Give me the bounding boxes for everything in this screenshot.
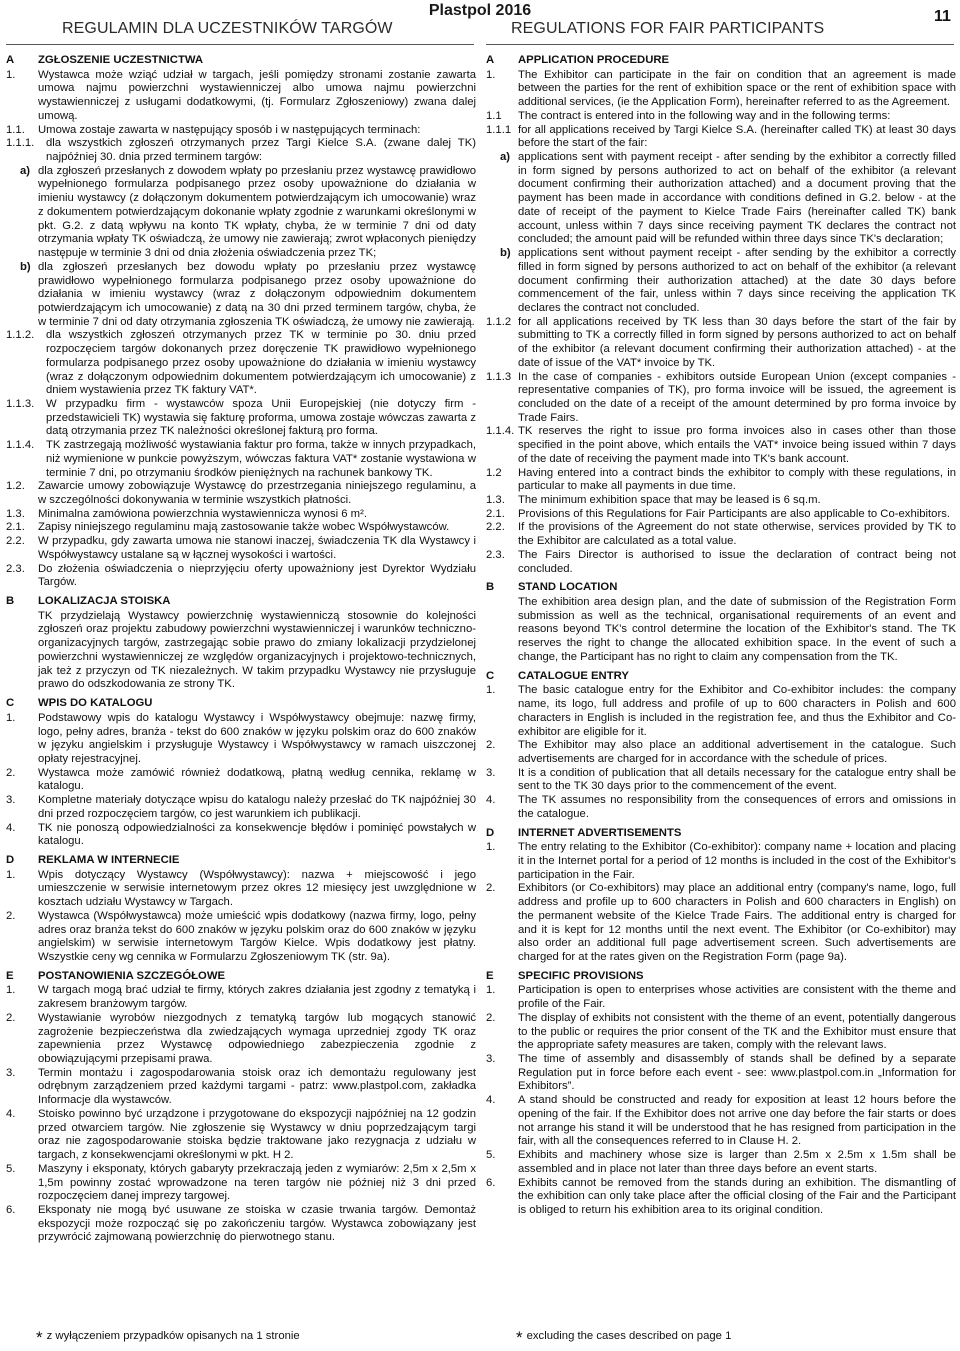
polish-column-heading: REGULAMIN DLA UCZESTNIKÓW TARGÓW (62, 20, 393, 37)
section-letter: D (486, 826, 495, 839)
clause (486, 124, 956, 151)
clause-number: 2.3. (486, 548, 505, 561)
clause-text: The Fairs Director is authorised to issue the declaration of contract being not concluded. (518, 548, 956, 575)
clause (486, 371, 956, 426)
clause-text: Eksponaty nie mogą być usuwane ze stoiska w czasie trwania targów. Demontaż ekspozycji może rozpocząć się po zakończeniu targów. Wystawca zobowiązany jest przywrócić zajmowaną powierzchnię do pierwotnego stanu. (38, 1203, 476, 1244)
english-column-heading: REGULATIONS FOR FAIR PARTICIPANTS (511, 20, 825, 37)
clause-number: 2. (486, 1011, 496, 1024)
clause-number: 1. (6, 868, 16, 881)
footnote-asterisk: * (516, 1328, 523, 1347)
english-regulations-column (486, 54, 956, 1218)
clause (6, 1163, 476, 1204)
polish-footnote-text: z wyłączeniem przypadków opisanych na 1 stronie (46, 1330, 300, 1342)
section-heading (486, 581, 956, 595)
clause-number: 2. (6, 909, 16, 922)
clause-number: b) (20, 260, 31, 273)
clause-text: Zapisy niniejszego regulaminu mają zastosowanie także wobec Współwystawców. (38, 521, 450, 534)
section-title: WPIS DO KATALOGU (38, 697, 153, 710)
clause-text: The Exhibitor can participate in the fair on condition that an agreement is made between the parties for the rent of exhibition space or the rent of exhibition space with additional services, (ie the Application Form), hereinafter referred to as the Agreement. (518, 68, 956, 109)
clause-text: Wystawianie wyrobów niezgodnych z tematyką targów lub mogących stanowić zagrożenie bezpieczeństwa dla zwiedzających wymaga uprzedniej zgody TK oraz zapewnienia przez Wystawcę odpowiedniego zabezpieczenia zgodnie z obowiązującymi przepisami prawa. (38, 1011, 476, 1066)
clause-number: 1.1.4. (486, 425, 515, 438)
clause-text: The minimum exhibition space that may be leased is 6 sq.m. (518, 494, 821, 506)
clause-number: 2. (486, 739, 496, 752)
clause (486, 69, 956, 110)
clause-text: Kompletne materiały dotyczące wpisu do katalogu należy przesłać do TK najpóźniej 30 dni przed rozpoczęciem targów, co jest warunkiem ich publikacji. (38, 794, 476, 820)
clause-text: Termin montażu i zagospodarowania stoisk oraz ich demontażu regulowany jest odrębnym zarządzeniem przed każdymi targami - patrz: www.plastpol.com, zakładka Informacje dla wystawców. (38, 1066, 476, 1107)
clause (6, 1067, 476, 1108)
clause (486, 739, 956, 766)
clause-number: 2.1. (486, 507, 505, 520)
clause (486, 1012, 956, 1053)
clause-number: b) (500, 247, 511, 260)
clause-number: 1.3. (486, 494, 505, 506)
clause-text: Wpis dotyczący Wystawcy (Współwystawcy): nazwa + miejscowość i jego umieszczenie w serwisie internetowym przez okres 12 miesięcy jest uwzględnione w kosztach udziału Wystawcy w Targach. (38, 868, 476, 909)
clause-number: 1.1.2 (486, 315, 512, 328)
clause-text: TK nie ponoszą odpowiedzialności za konsekwencje błędów i pominięć powstałych w katalogu. (38, 821, 476, 848)
clause-text: dla wszystkich zgłoszeń otrzymanych przez Targi Kielce S.A. (zwane dalej TK) najpóźniej 30. dnia przed terminem targów: (46, 137, 476, 164)
clause-number: 1.1.3 (486, 370, 512, 383)
clause-text: Wystawca może wziąć udział w targach, jeśli pomiędzy stronami zostanie zawarta umowa najmu powierzchni wystawienniczej albo umowa najmu powierzchni wystawienniczej z usługami dodatkowymi, (tj. Formularz Zgłoszeniowy) zwana dalej umową. (38, 68, 476, 122)
clause (6, 794, 476, 821)
clause-text: dla zgłoszeń przesłanych bez dowodu wpłaty po przesłaniu przez wystawcę prawidłowo wypełnionego formularza podpisanego przez osoby upoważnione do działania w imieniu wystawcy (wraz z dołączonym odpowiednim dokumentem potwierdzającym ich umocowanie) z datą na 30 dni przed terminem targów, chyba, że w terminie 7 dni od daty otrzymania zgłoszenia TK oświadczą, że umowy nie zawierają. (38, 260, 476, 328)
clause-text: Wystawca może zamówić również dodatkową, płatną według cennika, reklamę w katalogu. (38, 766, 476, 793)
section-letter: E (486, 969, 494, 982)
clause (486, 494, 956, 508)
clause-text: The exhibition area design plan, and the date of submission of the Registration Form submission as well as the technical, organisational requirements of an event and reasons beyond TK's control determine the location of the Exhibitor's stand. The TK reserves the right to change the allocated exhibition space. In the event of such a change, the Participant has no right to claim any compensation from the TK. (518, 596, 956, 663)
sub-clause (6, 261, 476, 330)
clause (6, 137, 476, 164)
clause (6, 1012, 476, 1067)
footnote-asterisk: * (36, 1328, 43, 1347)
clause-number: 1. (6, 984, 16, 997)
polish-footnote (36, 1328, 300, 1348)
section-heading (486, 670, 956, 684)
clause-text: In the case of companies - exhibitors outside European Union (except companies - representative companies of TK), pro forma invoice will be issued, the agreement is concluded on the date of a receipt of the amount determined by pro forma invoice by Trade Fairs. (518, 370, 956, 424)
clause (486, 794, 956, 821)
clause-text: Having entered into a contract binds the exhibitor to comply with these regulations, in particular to make all payments in due time. (518, 466, 956, 493)
clause-number: 6. (6, 1203, 16, 1216)
section-letter: B (486, 581, 495, 594)
clause (6, 1108, 476, 1163)
clause (6, 712, 476, 767)
clause-number: 6. (486, 1176, 496, 1189)
clause-number: 4. (6, 1107, 16, 1120)
section-heading (6, 854, 476, 868)
clause-number: 1. (6, 68, 16, 81)
clause-number (486, 596, 518, 665)
section-letter: A (6, 54, 15, 66)
clause-number: 4. (486, 1094, 496, 1107)
clause-text: The contract is entered into in the following way and in the following terms: (518, 109, 891, 122)
section-title: LOKALIZACJA STOISKA (38, 595, 171, 608)
document-title: Plastpol 2016 (428, 2, 532, 19)
section-title: SPECIFIC PROVISIONS (518, 969, 644, 982)
section-letter: E (6, 969, 14, 982)
clause (486, 596, 956, 665)
clause-text: The TK assumes no responsibility from the consequences of errors and omissions in the catalogue. (518, 794, 956, 820)
english-heading-rule (486, 44, 954, 45)
section-title: INTERNET ADVERTISEMENTS (518, 826, 682, 839)
section-heading (6, 697, 476, 711)
section-heading (6, 970, 476, 984)
clause-number: 2. (6, 1011, 16, 1024)
clause-number: 1. (6, 711, 16, 724)
clause-text: Stoisko powinno być urządzone i przygotowane do ekspozycji najpóźniej na 12 godzin przed otwarciem targów. Nie zgłoszenie się Wystawcy w dniu poprzedzającym targi oraz nie zagospodarowanie stoiska będzie traktowane jako rezygnacja z udziału w targach, z konsekwencjami określonymi w pkt. H 2. (38, 1107, 476, 1162)
clause (6, 1204, 476, 1245)
clause-text: Exhibitors (or Co-exhibitors) may place an additional entry (company's name, logo, full address and profile up to 600 characters in Polish and 600 characters in English) on the permanent website of the Kielce Trade Fairs. The additional entry is charged for and it is kept for 12 months until the next event. The Exhibitor (or Co-exhibitor) may also order an additional full page advertisement screen. Such advertisements are charged for at the rates given on the Registration Form (page 9a). (518, 882, 956, 963)
clause-number: 4. (486, 794, 496, 807)
section-title: POSTANOWIENIA SZCZEGÓŁOWE (38, 969, 226, 982)
clause (486, 984, 956, 1011)
clause (6, 69, 476, 124)
clause-number (6, 610, 38, 692)
section-title: STAND LOCATION (518, 581, 618, 594)
clause-text: Zawarcie umowy zobowiązuje Wystawcę do przestrzegania niniejszego regulaminu, a w szczególności dokonywania w terminie wszystkich płatności. (38, 480, 476, 506)
clause-text: applications sent without payment receipt - after sending by the exhibitor a correctly filled in form signed by persons authorized to act on behalf of the exhibitor (a relevant document confirming their authorization attached) at the date 30 days before commencement of the fair, unless within 7 days since receiving the application TK declares the contract not concluded. (518, 247, 956, 314)
clause-number: 2. (6, 766, 16, 779)
section-title: APPLICATION PROCEDURE (518, 54, 670, 66)
clause (486, 1177, 956, 1218)
clause-number: 1. (486, 841, 496, 854)
clause-number: 2.1. (6, 521, 25, 534)
clause-number: 2.2. (6, 535, 25, 548)
clause-number: 1.2. (6, 480, 25, 493)
clause (6, 124, 476, 138)
clause-text: Maszyny i eksponaty, których gabaryty przekraczają jeden z wymiarów: 2,5m x 2,5m x 1,5m powinny zostać wprowadzone na teren targów nie później niż 3 dni przed rozpoczęciem danej imprezy targowej. (38, 1162, 476, 1203)
section-title: REKLAMA W INTERNECIE (38, 853, 180, 866)
section-heading (486, 970, 956, 984)
clause (486, 521, 956, 548)
clause-text: Minimalna zamówiona powierzchnia wystawiennicza wynosi 6 m². (38, 507, 367, 520)
clause-text: TK przydzielają Wystawcy powierzchnię wystawienniczą stosownie do kolejności zgłoszeń oraz projektu zabudowy powierzchni wystawienniczej i warunków techniczno-organizacyjnych targów, zastrzegając sobie prawo do zmiany lokalizacji przydzielonej powierzchni wystawienniczej ze względów organizacyjnych i projektowo-technicznych, jak też z przyczyn od TK niezależnych. W takim przypadku Wystawcy nie przysługuje prawo do odszkodowania ze strony TK. (38, 609, 476, 691)
clause (486, 684, 956, 739)
clause-text: dla wszystkich zgłoszeń otrzymanych przez TK w terminie po 30. dniu przed rozpoczęciem targów dokonanych przez doręczenie TK prawidłowo wypełnionego formularza podpisanego przez osoby upoważnione do działania w imieniu wystawcy (wraz z dołączonym odpowiednim dokumentem potwierdzającym ich umocowanie) z dniem wystawienia przez TK faktury VAT*. (46, 329, 476, 397)
clause-text: W przypadku, gdy zawarta umowa nie stanowi inaczej, świadczenia TK dla Wystawcy i Współwystawcy ustalane są w łącznej wysokości i wartości. (38, 535, 476, 561)
clause-number: 5. (6, 1162, 16, 1175)
clause-text: The entry relating to the Exhibitor (Co-exhibitor): company name + location and placing it in the Internet portal for a period of 12 months is included in the cost of the Exhibitor's participation in the Fair. (518, 841, 956, 881)
clause-text: Wystawca (Współwystawca) może umieścić wpis dodatkowy (nazwa firmy, logo, pełny adres oraz branża tekst do 600 znaków w języku polskim oraz do 600 znaków w języku angielskim) w serwisie internetowym Targów Kielce. Wpis dodatkowy jest płatny. Wszystkie ceny wg cennika w Formularzu Zgłoszeniowym TK (str. 9a). (38, 909, 476, 963)
clause-number: 1.1.3. (6, 397, 35, 410)
clause (486, 549, 956, 576)
clause-number: a) (500, 151, 511, 164)
clause-number: 1. (486, 684, 496, 697)
sub-clause (486, 247, 956, 316)
clause (6, 822, 476, 849)
clause (6, 521, 476, 535)
clause-number: 1.1.2. (6, 329, 35, 342)
section-title: CATALOGUE ENTRY (518, 669, 629, 682)
section-heading (486, 54, 956, 68)
english-footnote-text: excluding the cases described on page 1 (526, 1330, 732, 1342)
clause (486, 508, 956, 522)
clause (6, 767, 476, 794)
clause-number: 1.1.1. (6, 137, 35, 150)
clause (6, 984, 476, 1011)
page-number: 11 (934, 8, 951, 25)
clause (6, 508, 476, 522)
section-heading (6, 595, 476, 609)
clause-text: The Exhibitor may also place an additional advertisement in the catalogue. Such advertisements are charged for in accordance with the schedule of prices. (518, 739, 956, 765)
clause (6, 910, 476, 965)
sub-clause (6, 165, 476, 261)
polish-regulations-column (6, 54, 476, 1245)
clause-text: Do złożenia oświadczenia o nieprzyjęciu oferty upoważniony jest Dyrektor Wydziału Targów. (38, 562, 476, 589)
clause-text: TK reserves the right to issue pro forma invoices also in cases other than those specified in the point above, which entails the VAT* invoice being issued within 7 days of the date of receiving the payment made into TK's bank account. (518, 425, 956, 465)
clause (6, 535, 476, 562)
clause-number: 4. (6, 821, 16, 834)
clause-number: a) (20, 164, 31, 177)
section-letter: A (486, 54, 495, 66)
clause-text: Provisions of this Regulations for Fair Participants are also applicable to Co-exhibitors. (518, 507, 950, 520)
clause-text: Participation is open to enterprises whose activities are consistent with the theme and profile of the Fair. (518, 984, 956, 1011)
clause-number: 1.2 (486, 466, 502, 479)
clause-number: 1. (486, 68, 496, 81)
english-footnote (516, 1328, 731, 1348)
clause (486, 1094, 956, 1149)
clause (6, 563, 476, 590)
section-letter: C (486, 669, 495, 682)
section-letter: D (6, 853, 15, 866)
clause (486, 1149, 956, 1176)
clause-text: dla zgłoszeń przesłanych z dowodem wpłaty po przesłaniu przez wystawcę prawidłowo wypełnionego formularza podpisanego przez osoby upoważnione do działania w imieniu wystawcy (z dołączonym dokumentem potwierdzającym ich umocowanie) wraz z dokumentem potwierdzającym dokonanie wpłaty zgodnie z warunkami określonymi w pkt. G.2. z datą wpływu na konto TK wpłaty, chyba, że w terminie 7 dni od daty otrzymania wpłaty TK oświadczą, że umowy nie zawierają; zwrot wpłaconych pieniędzy następuje w terminie 3 dni od dnia złożenia oświadczenia przez TK; (38, 164, 476, 260)
clause-text: Exhibits cannot be removed from the stands during an exhibition. The dismantling of the exhibition can only take place after the official closing of the Fair and the Participant is obliged to return his exhibition area to its original condition. (518, 1176, 956, 1216)
clause-number: 3. (486, 766, 496, 779)
clause-number: 1. (486, 984, 496, 997)
clause-text: Exhibits and machinery whose size is larger than 2.5m x 2.5m x 1.5m shall be assembled and in place not later than three days before an event starts. (518, 1149, 956, 1175)
clause-text: applications sent with payment receipt - after sending by the exhibitor a correctly filled in form signed by persons authorized to act on behalf of the exhibitor (a relevant document confirming their authorization attached) and a document proving that the payment has been made in accordance with conditions defined in G.2. below - at the date of receipt of the payment to Kielce Trade Fairs (hereinafter called TK) bank account, unless within 7 days since receiving payment TK declares the contract not concluded; the amount paid will be refunded within three days since TK's declaration; (518, 151, 956, 246)
clause-text: Podstawowy wpis do katalogu Wystawcy i Współwystawcy obejmuje: nazwę firmy, logo, pełny adres, branża - tekst do 600 znaków w języku polskim oraz do 600 znaków w języku angielskim i przysługuje Wystawcy i Współwystawcy w ramach uiszczonej opłaty rejestracyjnej. (38, 711, 476, 765)
clause-number: 2. (486, 882, 496, 895)
clause-text: If the provisions of the Agreement do not state otherwise, services provided by TK to the Exhibitor are calculated as a total value. (518, 521, 956, 548)
clause-text: Umowa zostaje zawarta w następujący sposób i w następujących terminach: (38, 123, 421, 136)
clause (6, 480, 476, 507)
section-heading (6, 54, 476, 68)
section-letter: C (6, 697, 15, 710)
clause-number: 2.2. (486, 521, 505, 534)
clause-number: 1.1 (486, 109, 502, 122)
clause (6, 439, 476, 480)
clause (6, 398, 476, 439)
clause (6, 610, 476, 692)
clause (6, 329, 476, 398)
clause (486, 1053, 956, 1094)
clause (486, 316, 956, 371)
polish-heading-rule (6, 44, 474, 45)
clause (486, 841, 956, 882)
clause-number: 1.1.1 (486, 123, 512, 136)
clause-number: 1.1. (6, 123, 25, 136)
section-title: ZGŁOSZENIE UCZESTNICTWA (38, 54, 204, 66)
clause-text: for all applications received by TK less than 30 days before the start of the fair by submitting to TK a correctly filled in form signed by persons authorized to act on behalf of the exhibitor (a relevant document confirming their authorization attached) - at the date of issue of the VAT* invoice by TK. (518, 315, 956, 369)
section-heading (486, 827, 956, 841)
clause-text: for all applications received by Targi Kielce S.A. (hereinafter called TK) at least 30 days before the start of the fair: (518, 123, 956, 150)
clause-text: W przypadku firm - wystawców spoza Unii Europejskiej (nie dotyczy firm - przedstawicieli TK) wystawia się fakturę proforma, umowa zostaje wówczas zawarta z datą otrzymania przez TK należności określonej fakturą pro forma. (46, 397, 476, 438)
clause-text: TK zastrzegają możliwość wystawiania faktur pro forma, także w innych przypadkach, niż wymienione w punkcie powyższym, wówczas faktura VAT* zostanie wystawiona w terminie 7 dni, po otrzymaniu środków pieniężnych na rachunek bankowy TK. (46, 439, 476, 479)
clause-text: A stand should be constructed and ready for exposition at least 12 hours before the opening of the fair. If the Exhibitor does not arrive one day before the fair starts or does not arrange his stand it will be understood that he has resigned from participation in the fair, with all the consequences referred to in Clause H. 2. (518, 1094, 956, 1148)
clause-number: 3. (6, 1066, 16, 1079)
clause (486, 425, 956, 466)
clause (486, 467, 956, 494)
clause-text: It is a condition of publication that all details necessary for the catalogue entry shall be sent to the TK 30 days prior to the commencement of the event. (518, 766, 956, 793)
clause-number: 1.1.4. (6, 439, 35, 452)
clause-number: 2.3. (6, 562, 25, 575)
sub-clause (486, 151, 956, 247)
clause (486, 767, 956, 794)
clause-text: W targach mogą brać udział te firmy, których zakres działania jest zgodny z tematyką i zakresem branżowym targów. (38, 984, 476, 1011)
clause-number: 5. (486, 1149, 496, 1162)
clause-number: 3. (6, 794, 16, 807)
clause-number: 1.3. (6, 507, 25, 520)
section-letter: B (6, 595, 15, 608)
clause-text: The time of assembly and disassembly of stands shall be defined by a separate Regulation put in force before each event - see: www.plastpol.com.in „Information for Exhibitors”. (518, 1053, 956, 1093)
clause (486, 110, 956, 124)
clause (6, 869, 476, 910)
clause-number: 3. (486, 1053, 496, 1066)
clause-text: The basic catalogue entry for the Exhibitor and Co-exhibitor includes: the company name, its logo, full address and profile of up to 600 characters in Polish and 600 characters in English is included in the registration fee, and thus the Exhibitor and Co-exhibitor are eligible for it. (518, 684, 956, 738)
clause (486, 882, 956, 964)
clause-text: The display of exhibits not consistent with the theme of an event, potentially dangerous to the public or requires the prior consent of the TK and the Exhibitor must ensure that the appropriate safety measures are taken, comply with the relevant laws. (518, 1011, 956, 1052)
